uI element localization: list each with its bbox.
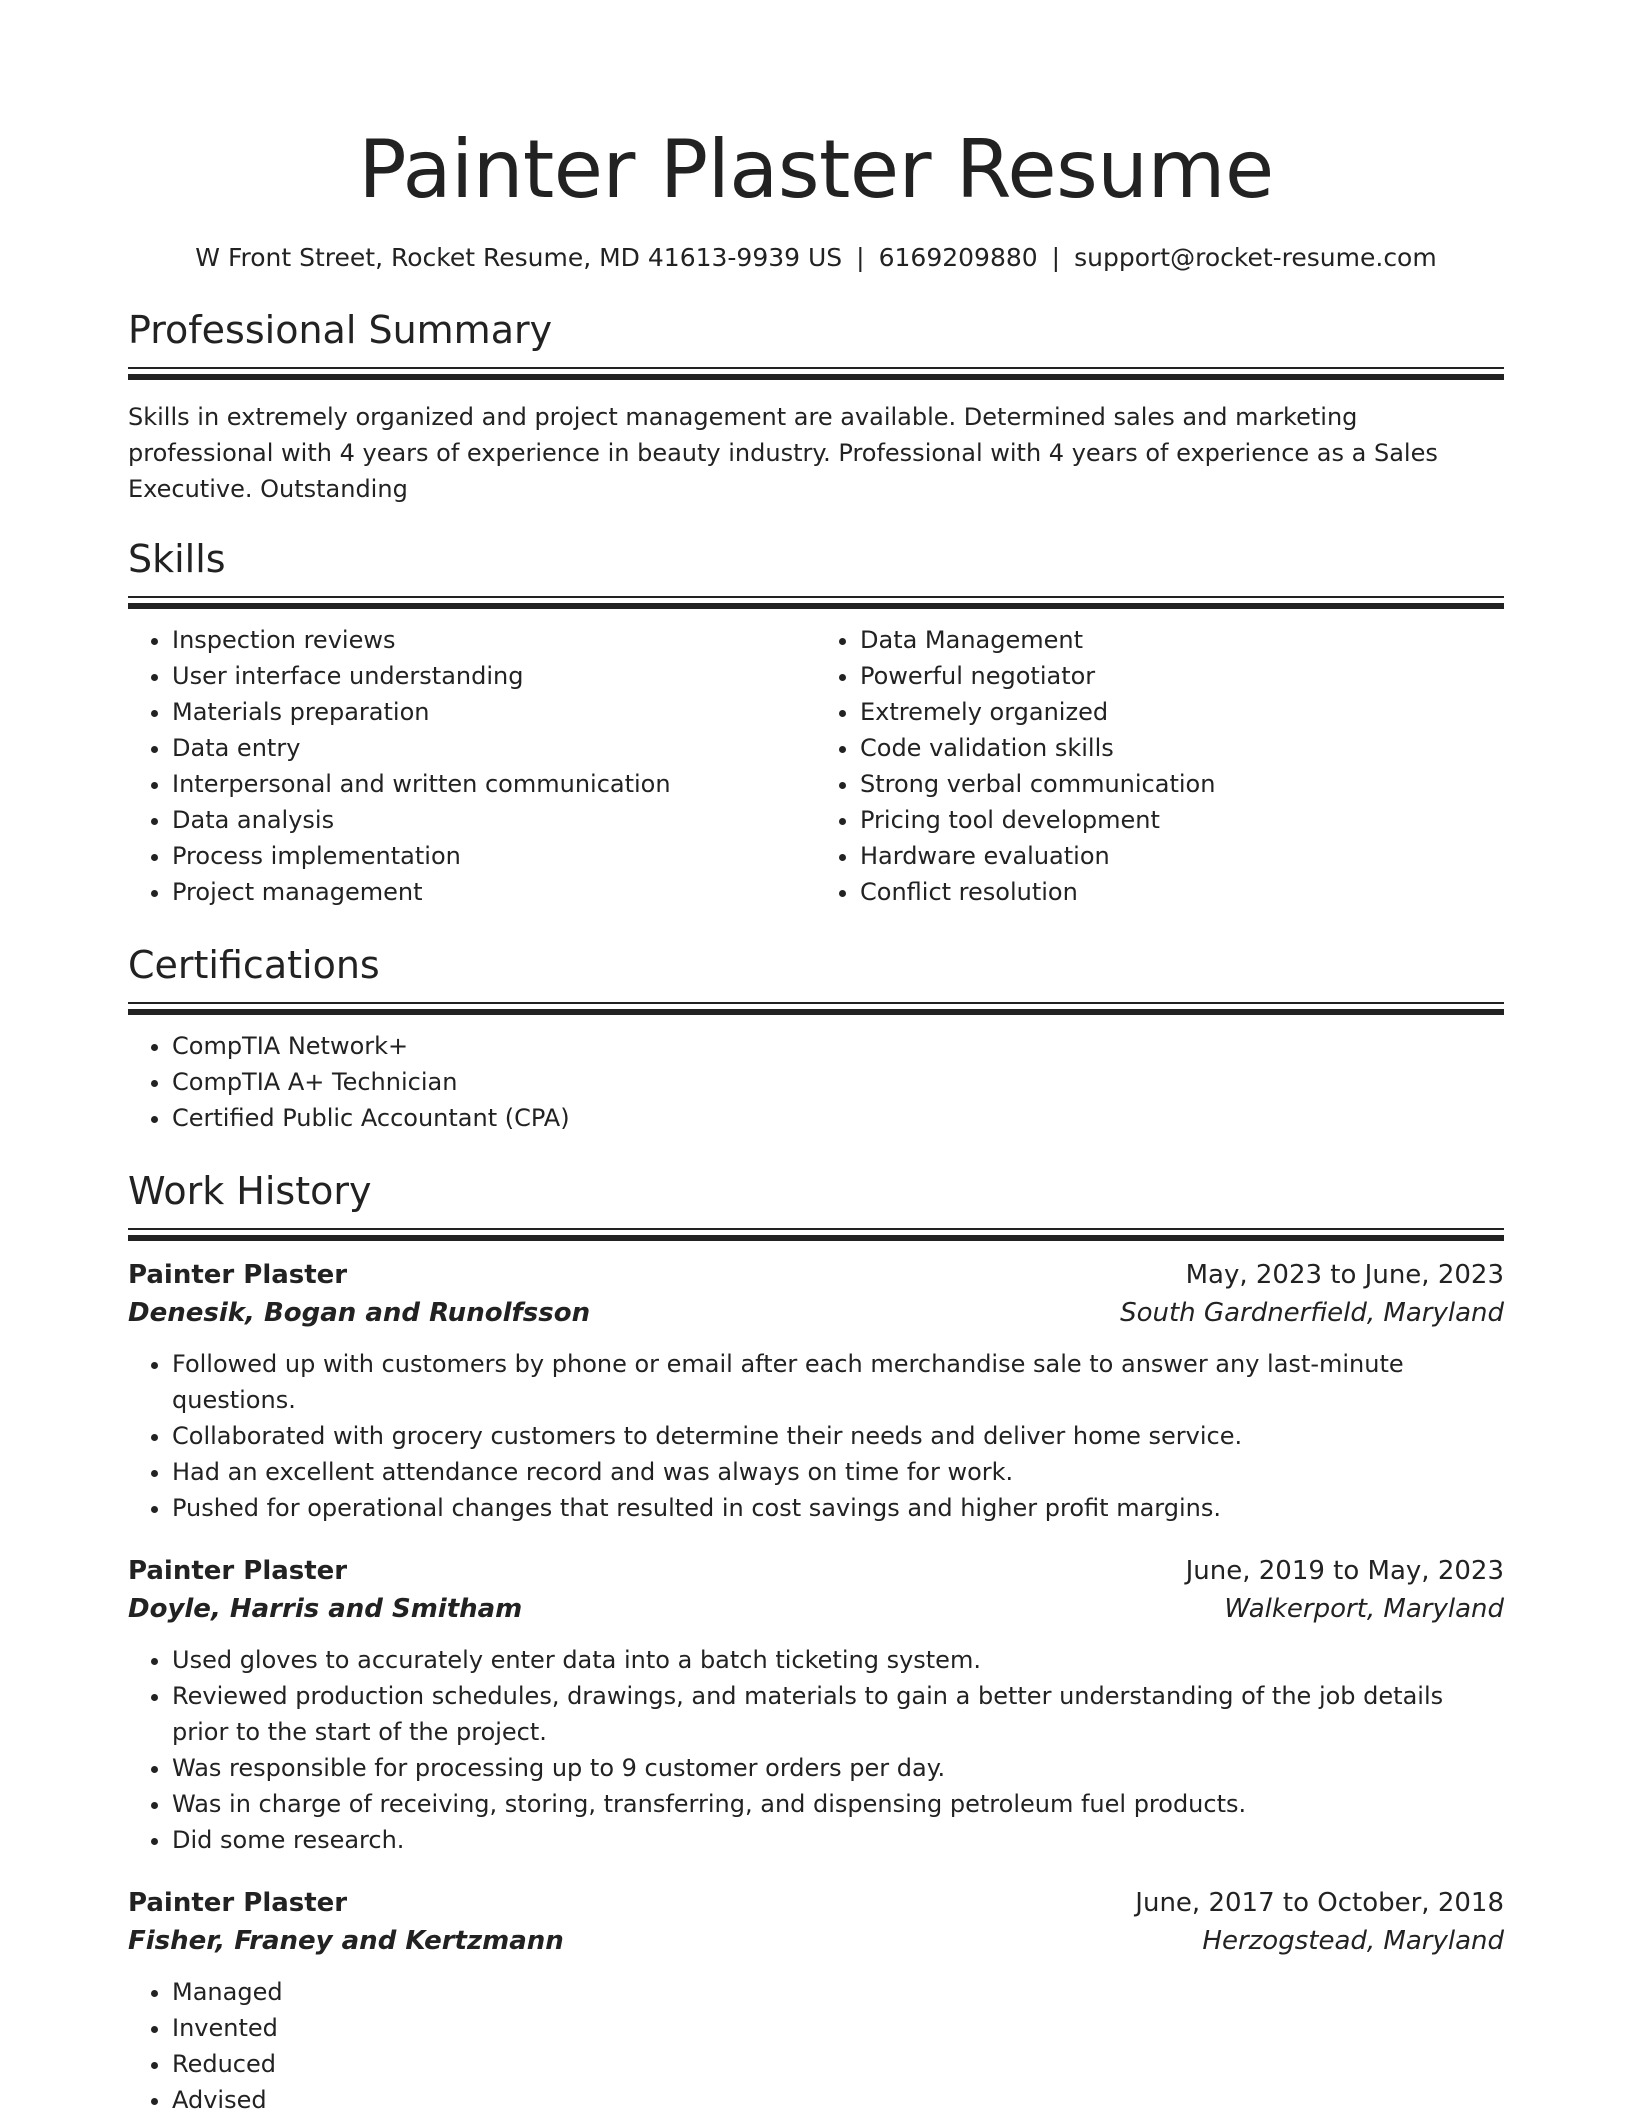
job-company-row [128, 1590, 1504, 1628]
job-bullet: • Managed [172, 1974, 1504, 2010]
skills-list-left [128, 622, 816, 910]
section-divider [128, 367, 1504, 379]
work-history-section [128, 1166, 1504, 2118]
skill-item: • Data Management [860, 622, 1504, 658]
job-bullets [128, 1642, 1504, 1858]
job-dates: June, 2017 to October, 2018 [1135, 1888, 1504, 1918]
skill-item: • Process implementation [172, 838, 816, 874]
section-divider [128, 1228, 1504, 1240]
job-location: Walkerport, Maryland [1224, 1594, 1504, 1624]
skill-item: • Code validation skills [860, 730, 1504, 766]
job-company: Denesik, Bogan and Runolfsson [128, 1298, 591, 1328]
job-header-row [128, 1256, 1504, 1294]
job-bullet: • Was responsible for processing up to 9 customer orders per day. [172, 1750, 1504, 1786]
job-title: Painter Plaster [128, 1260, 348, 1290]
job-bullet: • Invented [172, 2010, 1504, 2046]
skill-item: • Strong verbal communication [860, 766, 1504, 802]
skills-section [128, 534, 1504, 910]
certification-item: • CompTIA Network+ [172, 1028, 1504, 1064]
section-divider [128, 596, 1504, 608]
skill-item: • Project management [172, 874, 816, 910]
job-dates: May, 2023 to June, 2023 [1185, 1260, 1504, 1290]
job-bullet: • Pushed for operational changes that resulted in cost savings and higher profit margins. [172, 1490, 1504, 1526]
summary-section [128, 305, 1504, 507]
work-history-heading: Work History [128, 1169, 372, 1213]
summary-heading: Professional Summary [128, 308, 553, 352]
job-title: Painter Plaster [128, 1888, 348, 1918]
skills-heading: Skills [128, 537, 226, 581]
skill-item: • Inspection reviews [172, 622, 816, 658]
job-header-row [128, 1884, 1504, 1922]
certifications-list [128, 1028, 1504, 1136]
contact-phone: 6169209880 [878, 243, 1038, 272]
job-bullets [128, 1346, 1504, 1526]
skill-item: • Materials preparation [172, 694, 816, 730]
job-bullet: • Reduced [172, 2046, 1504, 2082]
contact-separator: | [856, 243, 865, 272]
job-bullet: • Was in charge of receiving, storing, transferring, and dispensing petroleum fuel products. [172, 1786, 1504, 1822]
summary-text: Skills in extremely organized and project management are available. Determined sales and marketing professional with 4 years of experience in beauty industry. Professional with 4 years of experience as a Sales Executive. Outstanding [128, 403, 1438, 503]
job-dates: June, 2019 to May, 2023 [1185, 1556, 1504, 1586]
job-company: Doyle, Harris and Smitham [128, 1594, 523, 1624]
job-bullet: • Collaborated with grocery customers to determine their needs and deliver home service. [172, 1418, 1504, 1454]
job-entry [128, 1256, 1504, 1526]
skills-list-right [816, 622, 1504, 910]
certifications-section [128, 940, 1504, 1136]
job-entry [128, 1552, 1504, 1858]
job-location: South Gardnerfield, Maryland [1120, 1298, 1504, 1328]
certifications-heading: Certifications [128, 943, 380, 987]
skill-item: • Pricing tool development [860, 802, 1504, 838]
job-bullet: • Advised [172, 2082, 1504, 2118]
skill-item: • User interface understanding [172, 658, 816, 694]
skill-item: • Conflict resolution [860, 874, 1504, 910]
skill-item: • Interpersonal and written communication [172, 766, 816, 802]
job-title: Painter Plaster [128, 1556, 348, 1586]
skill-item: • Hardware evaluation [860, 838, 1504, 874]
jobs-list [128, 1256, 1504, 2118]
certification-item: • Certified Public Accountant (CPA) [172, 1100, 1504, 1136]
job-header-row [128, 1552, 1504, 1590]
contact-email: support@rocket-resume.com [1074, 243, 1437, 272]
contact-line [128, 240, 1504, 276]
skill-item: • Extremely organized [860, 694, 1504, 730]
job-bullet: • Used gloves to accurately enter data into a batch ticketing system. [172, 1642, 1504, 1678]
certification-item: • CompTIA A+ Technician [172, 1064, 1504, 1100]
job-bullet: • Did some research. [172, 1822, 1504, 1858]
contact-separator: | [1051, 243, 1061, 272]
job-company: Fisher, Franey and Kertzmann [128, 1926, 564, 1956]
job-bullets [128, 1974, 1504, 2118]
contact-address: W Front Street, Rocket Resume, MD 41613-9939 US [195, 243, 843, 272]
job-location: Herzogstead, Maryland [1202, 1926, 1504, 1956]
skill-item: • Data entry [172, 730, 816, 766]
section-divider [128, 1002, 1504, 1014]
skills-columns [128, 622, 1504, 910]
job-bullet: • Followed up with customers by phone or email after each merchandise sale to answer any last-minute questions. [172, 1346, 1504, 1418]
job-bullet: • Had an excellent attendance record and was always on time for work. [172, 1454, 1504, 1490]
resume-title: Painter Plaster Resume [358, 123, 1274, 216]
skill-item: • Powerful negotiator [860, 658, 1504, 694]
job-entry [128, 1884, 1504, 2118]
skill-item: • Data analysis [172, 802, 816, 838]
job-company-row [128, 1294, 1504, 1332]
job-company-row [128, 1922, 1504, 1960]
job-bullet: • Reviewed production schedules, drawings, and materials to gain a better understanding of the job details prior to the start of the project. [172, 1678, 1504, 1750]
